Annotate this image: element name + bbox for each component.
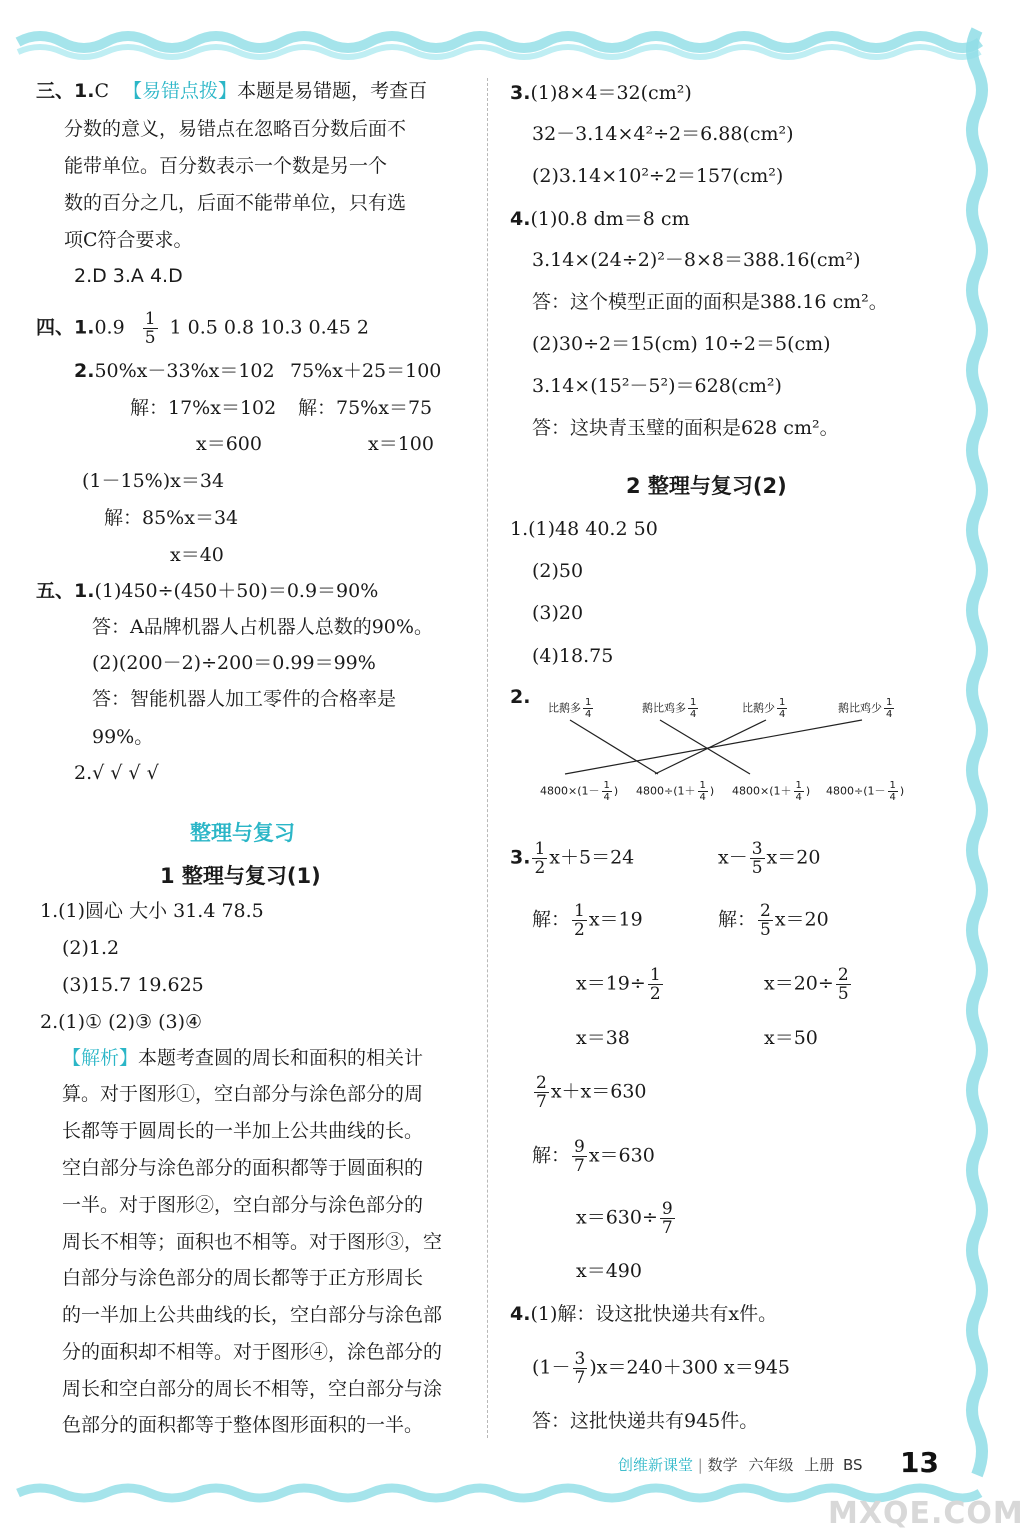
text-line: 一半。对于图形②，空白部分与涂色部分的	[62, 1194, 424, 1216]
text-line: 项C符合要求。	[64, 229, 193, 251]
brand-name: 创维新课堂	[618, 1456, 694, 1474]
text-line: 1.(1)圆心 大小 31.4 78.5	[40, 900, 264, 922]
s5-q2: 2.√ √ √ √	[74, 762, 159, 784]
text-line: (2)1.2	[62, 937, 120, 959]
r-l2-q4-line2: (1－ $\frac{3}{7}$ )x＝240＋300 x＝945	[532, 1349, 791, 1388]
equation: 3.14×(15²－5²)＝628(cm²)	[532, 375, 782, 397]
equation: (2)30÷2＝15(cm) 10÷2＝5(cm)	[532, 333, 831, 355]
equation: 32－3.14×4²÷2＝6.88(cm²)	[532, 123, 794, 145]
text-line: 2.(1)① (2)③ (3)④	[40, 1011, 203, 1033]
equation: 解：17%x＝102	[130, 397, 277, 419]
error-tip-tag: 【易错点拨】	[123, 80, 238, 102]
text-line: 答：这块青玉璧的面积是628 cm²。	[532, 417, 839, 439]
analysis-line: 【解析】本题考查圆的周长和面积的相关计	[62, 1047, 424, 1069]
text-line: (4)18.75	[532, 645, 614, 667]
eq3-line3: x＝630÷ $\frac{9}{7}$	[576, 1199, 673, 1238]
eq1-line1: 3. $\frac{1}{2}$ x＋5＝24	[510, 839, 635, 878]
s4-q1: 四、1.0.9 $\frac{1}{5}$ 1 0.5 0.8 10.3 0.45 2	[36, 309, 369, 348]
text-line: 周长不相等；面积也不相等。对于图形③，空	[62, 1231, 443, 1253]
text-line: 能带单位。百分数表示一个数是另一个	[64, 155, 388, 177]
eq1-line3: x＝19÷ $\frac{1}{2}$	[576, 965, 661, 1004]
match-top-4: 鹅比鸡少 $\frac{1}{4}$	[838, 697, 893, 720]
text-line: 答：A品牌机器人占机器人总数的90%。	[92, 616, 433, 638]
eq1-line4: x＝38	[576, 1027, 630, 1049]
text-line: 数的百分之几，后面不能带单位，只有选	[64, 192, 407, 214]
match-bottom-2: 4800÷(1＋ $\frac{1}{4}$ )	[636, 780, 715, 803]
s3-q1: 三、1.C 【易错点拨】本题是易错题，考查百	[36, 80, 428, 102]
match-bottom-4: 4800÷(1－ $\frac{1}{4}$ )	[826, 780, 905, 803]
grade: 六年级	[748, 1456, 794, 1474]
eq3-line1: $\frac{2}{7}$ x＋x＝630	[536, 1073, 647, 1112]
eq2-line2: 解： $\frac{2}{5}$ x＝20	[718, 901, 829, 940]
r-q4: 4.(1)0.8 dm＝8 cm	[510, 208, 690, 230]
text-line: 色部分的面积都等于整体图形面积的一半。	[62, 1414, 424, 1436]
text-line: 空白部分与涂色部分的面积都等于圆面积的	[62, 1157, 424, 1179]
watermark: MXQE.COM	[828, 1496, 1024, 1531]
q2-label: 2.	[510, 686, 531, 708]
lesson1-title: 1 整理与复习(1)	[160, 864, 321, 888]
equation: (2)3.14×10²÷2＝157(cm²)	[532, 165, 784, 187]
eq2-line3: x＝20÷ $\frac{2}{5}$	[764, 965, 849, 1004]
text-line: 白部分与涂色部分的周长都等于正方形周长	[62, 1267, 424, 1289]
eq2-line1: x－ $\frac{3}{5}$ x＝20	[718, 839, 821, 878]
eq3-line4: x＝490	[576, 1260, 642, 1282]
eq3-line2: 解： $\frac{9}{7}$ x＝630	[532, 1137, 655, 1176]
text-line: 分的面积却不相等。对于图形④，涂色部分的	[62, 1341, 443, 1363]
page-footer: 创维新课堂 | 数学 六年级 上册 BS	[618, 1456, 863, 1474]
r-l2-q4-line1: 4.(1)解：设这批快递共有x件。	[510, 1303, 778, 1325]
equation: x＝100	[368, 433, 434, 455]
equation: (1－15%)x＝34	[82, 470, 225, 492]
lesson2-title: 2 整理与复习(2)	[626, 474, 787, 498]
r-q3: 3.(1)8×4＝32(cm²)	[510, 82, 692, 104]
equation: 解：75%x＝75	[298, 397, 433, 419]
text-line: 答：智能机器人加工零件的合格率是	[92, 688, 397, 710]
match-bottom-1: 4800×(1－ $\frac{1}{4}$ )	[540, 780, 619, 803]
match-top-3: 比鹅少 $\frac{1}{4}$	[742, 697, 786, 720]
volume: 上册	[804, 1456, 835, 1474]
text-line: 答：这批快递共有945件。	[532, 1410, 759, 1432]
eq1-line2: 解： $\frac{1}{2}$ x＝19	[532, 901, 643, 940]
match-top-2: 鹅比鸡多 $\frac{1}{4}$	[642, 697, 697, 720]
text-line: 99%。	[92, 726, 154, 748]
review-section-title: 整理与复习	[190, 821, 295, 845]
text-line: 的一半加上公共曲线的长，空白部分与涂色部	[62, 1304, 443, 1326]
s5-q1: 五、1.(1)450÷(450＋50)＝0.9＝90%	[36, 580, 379, 602]
s3-q234: 2.D 3.A 4.D	[74, 265, 183, 287]
matching-lines	[540, 716, 910, 780]
column-divider	[487, 78, 488, 1438]
match-top-1: 比鹅多 $\frac{1}{4}$	[548, 697, 592, 720]
equation: x＝600	[196, 433, 262, 455]
text-line: 算。对于图形①，空白部分与涂色部分的周	[62, 1083, 424, 1105]
top-wave-border	[0, 22, 996, 62]
eq2-line4: x＝50	[764, 1027, 818, 1049]
subject: 数学	[707, 1456, 738, 1474]
equation: 3.14×(24÷2)²－8×8＝388.16(cm²)	[532, 249, 861, 271]
text-line: 长都等于圆周长的一半加上公共曲线的长。	[62, 1120, 424, 1142]
text-line: 答：这个模型正面的面积是388.16 cm²。	[532, 291, 888, 313]
text-line: 1.(1)48 40.2 50	[510, 518, 658, 540]
match-bottom-3: 4800×(1＋ $\frac{1}{4}$ )	[732, 780, 811, 803]
equation: 75%x＋25＝100	[290, 360, 442, 382]
text-line: 分数的意义，易错点在忽略百分数后面不	[64, 118, 407, 140]
equation: 解：85%x＝34	[104, 507, 239, 529]
text-line: (3)15.7 19.625	[62, 974, 204, 996]
edition: BS	[843, 1456, 863, 1474]
page-number: 13	[900, 1446, 939, 1479]
text-line: (2)50	[532, 560, 584, 582]
text-line: 周长和空白部分的周长不相等，空白部分与涂	[62, 1378, 443, 1400]
analysis-tag: 【解析】	[62, 1047, 139, 1069]
text-line: (2)(200－2)÷200＝0.99＝99%	[92, 652, 376, 674]
equation: x＝40	[170, 544, 224, 566]
right-wave-border	[962, 30, 992, 1475]
s4-q2-row1: 2.50%x－33%x＝102	[74, 360, 275, 382]
text-line: (3)20	[532, 602, 584, 624]
